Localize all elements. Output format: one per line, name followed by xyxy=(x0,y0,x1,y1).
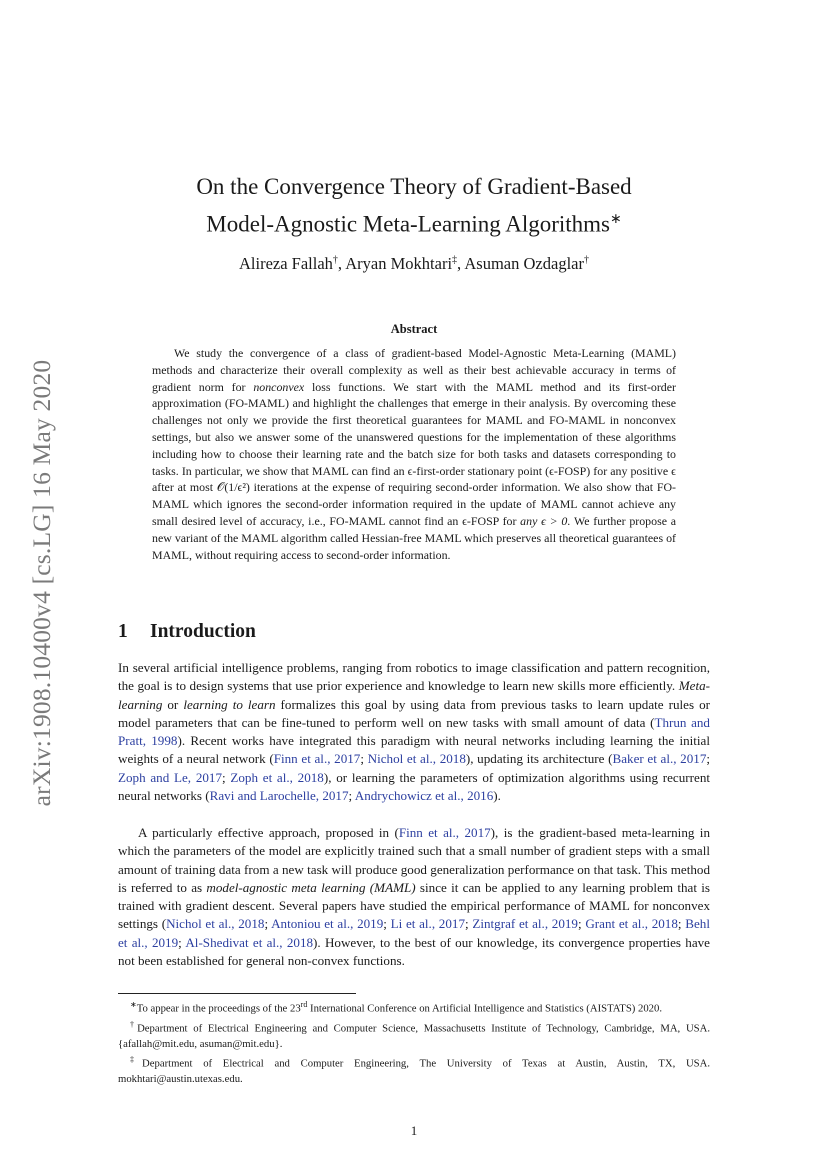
body-text: or xyxy=(162,696,184,712)
citation-link[interactable]: Andrychowicz et al., 2016 xyxy=(354,787,494,803)
footnote-mark: † xyxy=(130,1019,138,1029)
citation-link[interactable]: Li et al., 2017 xyxy=(390,916,465,932)
citation-link[interactable]: Behl et al., 2019 xyxy=(118,916,710,950)
citation-separator: ; xyxy=(264,916,272,932)
body-text: A particularly effective approach, proposed in ( xyxy=(138,825,399,840)
citation-separator: ; xyxy=(677,916,686,932)
body-text: ), updating its architecture ( xyxy=(465,751,613,767)
author-name: Aryan Mokhtari xyxy=(345,254,453,273)
abstract-text: We study the convergence of a class of gradient-based Model-Agnostic Meta-Learning (MAML) methods and characterize their overall complexity as well as their best achievable accuracy in terms of gradient norm for xyxy=(152,346,676,394)
author-name: Alireza Fallah xyxy=(239,254,333,273)
footnote-divider xyxy=(118,993,356,994)
body-text: ), or learning the parameters of optimization algorithms using recurrent neural networks ( xyxy=(118,769,711,803)
section-title: Introduction xyxy=(150,621,256,642)
body-text: ). However, to the best of our knowledge, its convergence properties have not been established for general non-convex functions. xyxy=(118,934,710,968)
footnote-text: International Conference on Artificial Intelligence and Statistics (AISTATS) 2020. xyxy=(307,1002,663,1015)
citation-link[interactable]: Zoph et al., 2018 xyxy=(230,769,324,785)
footnote-mark: ∗ xyxy=(130,1000,137,1009)
author-list xyxy=(0,254,828,274)
author-affiliation-mark: † xyxy=(332,254,338,266)
citation-link[interactable]: Zintgraf et al., 2019 xyxy=(472,916,578,932)
citation-link[interactable]: Finn et al., 2017 xyxy=(398,825,491,840)
author-name: Asuman Ozdaglar xyxy=(464,254,584,273)
citation-separator: ; xyxy=(706,751,711,767)
abstract-text: . We further propose a new variant of the MAML algorithm called Hessian-free MAML which preserves all theoretical guarantees of MAML, without requiring access to second-order information. xyxy=(152,513,676,562)
footnote-superscript: rd xyxy=(300,1000,308,1009)
citation-separator: ; xyxy=(178,934,186,950)
citation-link[interactable]: Nichol et al., 2018 xyxy=(367,751,466,767)
citation-separator: ; xyxy=(348,787,355,803)
footnote-text: Department of Electrical and Computer Engineering, The University of Texas at Austin, Austin, TX, USA. mokhtari@austin.utexas.edu. xyxy=(118,1057,711,1085)
page-number: 1 xyxy=(410,1123,418,1138)
body-text: ). Recent works have integrated this paradigm with neural networks including learning the initial weights of a neural network ( xyxy=(118,733,710,767)
citation-link[interactable]: Antoniou et al., 2019 xyxy=(271,916,384,932)
footnote-item xyxy=(118,997,710,1017)
abstract-heading: Abstract xyxy=(390,322,438,336)
author-affiliation-mark: ‡ xyxy=(452,254,458,266)
citation-separator: ; xyxy=(222,769,231,785)
body-text: ). xyxy=(493,787,501,803)
title-line-1: On the Convergence Theory of Gradient-Based xyxy=(196,174,632,199)
citation-link[interactable]: Al-Shedivat et al., 2018 xyxy=(185,934,314,950)
abstract-text: loss functions. We start with the MAML method and its first-order approximation (FO-MAML) and highlight the challenges that emerge in their analysis. By overcoming these challenges not only we provide the first theoretical guarantees for MAML and FO-MAML in nonconvex settings, but also we answer some of the unanswered questions for the implementation of these algorithms including how to choose their learning rate and the batch size for both tasks and datasets corresponding to tasks. In particular, we show that MAML can find an ϵ-first-order stationary point (ϵ-FOSP) for any positive ϵ after at most 𝒪(1/ϵ²) iterations at the expense of requiring second-order information. We also show that FO-MAML which ignores the second-order information required in the update of MAML cannot achieve any small desired level of accuracy, i.e., FO-MAML cannot find an ϵ-FOSP for xyxy=(152,379,676,528)
intro-paragraph-1 xyxy=(118,659,710,805)
body-text: ), is the gradient-based meta-learning in which the parameters of the model are explicitly trained such that a small number of gradient steps with a small amount of training data from a new task will produce good generalization performance on that task. This method is referred to as xyxy=(118,825,710,895)
footnote-item xyxy=(118,1052,710,1087)
intro-paragraph-2 xyxy=(118,824,710,970)
author-separator: , xyxy=(337,254,346,273)
title-line-2 xyxy=(0,203,828,241)
citation-separator: ; xyxy=(465,916,473,932)
abstract-body xyxy=(152,345,676,563)
citation-link[interactable]: Ravi and Larochelle, 2017 xyxy=(209,787,349,803)
footnote-text: To appear in the proceedings of the 23 xyxy=(136,1002,301,1015)
author-separator: , xyxy=(457,254,465,273)
footnotes xyxy=(118,997,710,1087)
footnote-mark: ‡ xyxy=(130,1054,143,1064)
emphasis-text: learning to learn xyxy=(183,696,276,712)
author-affiliation-mark: † xyxy=(583,254,589,266)
emphasis-text: Meta-learning xyxy=(118,678,710,712)
citation-link[interactable]: Grant et al., 2018 xyxy=(585,916,678,932)
footnote-item xyxy=(118,1017,710,1052)
title-line-2-text: Model-Agnostic Meta-Learning Algorithms xyxy=(206,211,610,237)
citation-link[interactable]: Zoph and Le, 2017 xyxy=(118,769,223,785)
title-footnote-mark: ∗ xyxy=(609,212,622,227)
citation-separator: ; xyxy=(360,751,368,767)
paper-title xyxy=(0,170,828,241)
citation-separator: ; xyxy=(383,916,391,932)
citation-link[interactable]: Finn et al., 2017 xyxy=(273,751,361,767)
footnote-text: Department of Electrical Engineering and Computer Science, Massachusetts Institute of Technology, Cambridge, MA, USA. {afallah@mit.edu, asuman@mit.edu}. xyxy=(118,1022,710,1050)
citation-link[interactable]: Nichol et al., 2018 xyxy=(166,916,265,932)
abstract-emphasis: any ϵ > 0 xyxy=(520,513,568,528)
body-text: formalizes this goal by using data from previous tasks to learn update rules or model parameters that can be fine-tuned to perform well on new tasks with small amount of data ( xyxy=(118,696,710,730)
section-number: 1 xyxy=(118,621,128,642)
citation-separator: ; xyxy=(577,916,586,932)
emphasis-text: model-agnostic meta learning (MAML) xyxy=(206,879,416,895)
body-text: In several artificial intelligence problems, ranging from robotics to image classification and pattern recognition, the goal is to design systems that use prior experience and knowledge to learn new skills more efficiently. xyxy=(118,660,710,694)
citation-link[interactable]: Thrun and Pratt, 1998 xyxy=(118,714,710,748)
abstract-emphasis: nonconvex xyxy=(253,379,305,394)
body-text: since it can be applied to any learning problem that is trained with gradient descent. Several papers have studied the empirical performance of MAML for nonconvex settings ( xyxy=(118,879,710,932)
citation-link[interactable]: Baker et al., 2017 xyxy=(612,751,707,767)
arxiv-identifier-text: arXiv:1908.10400v4 [cs.LG] 16 May 2020 xyxy=(27,359,56,807)
section-heading xyxy=(118,621,256,643)
